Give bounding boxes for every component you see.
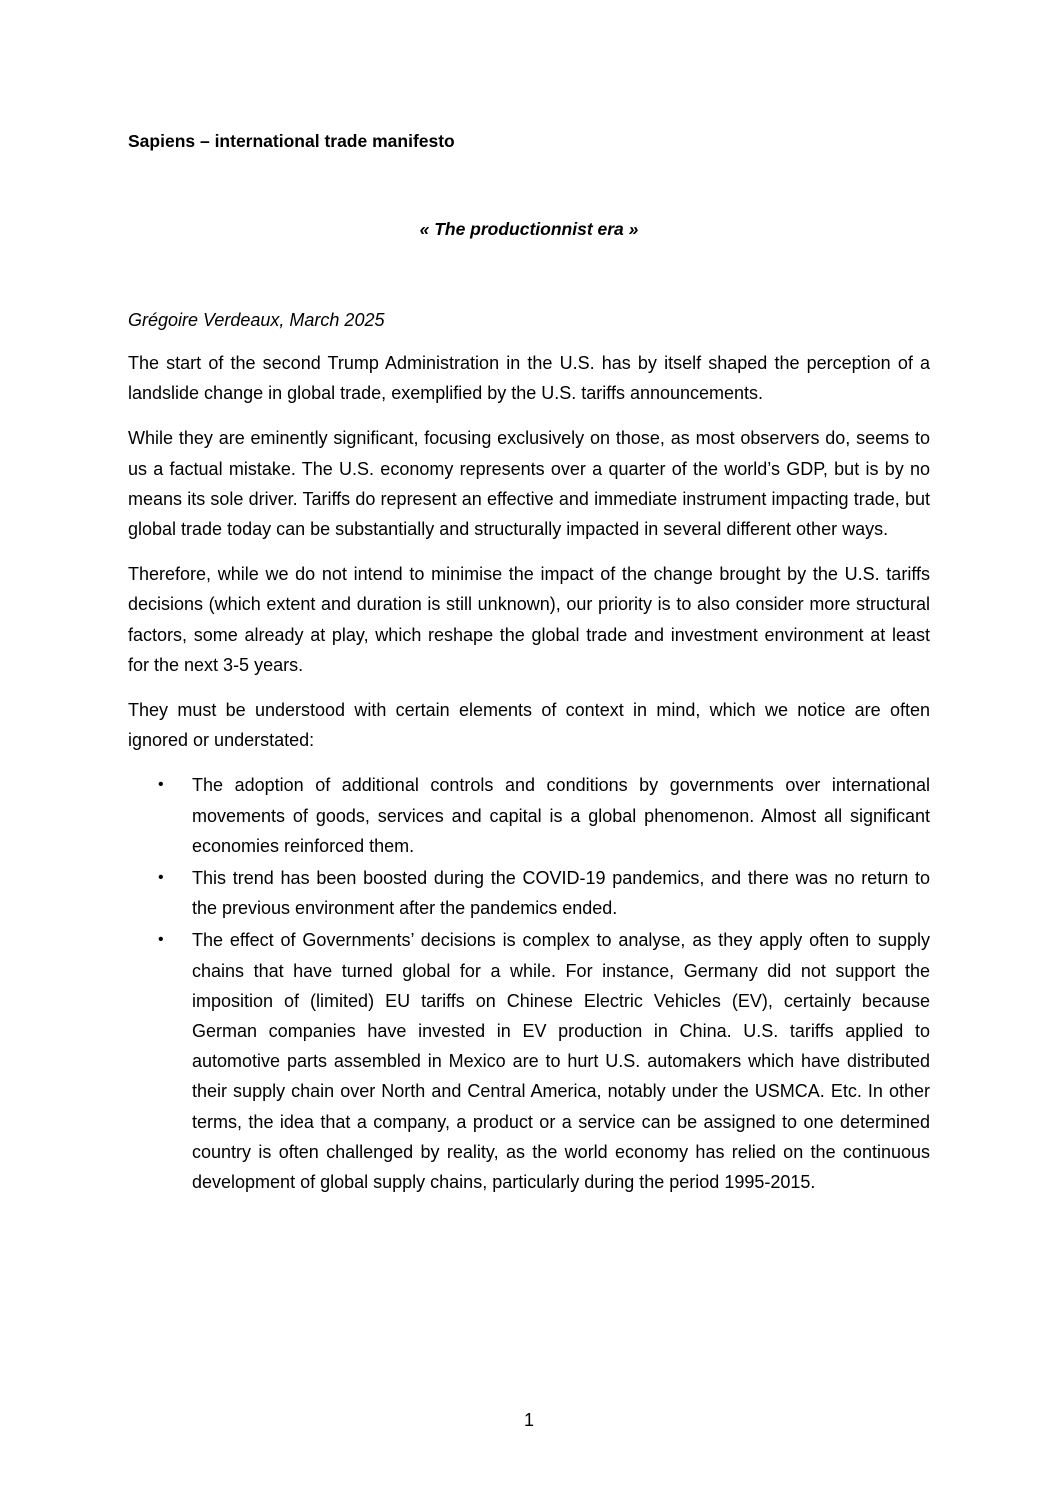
list-item-text: This trend has been boosted during the COVID-19 pandemics, and there was no return to the previous environment after the pandemics ended. xyxy=(192,868,930,919)
paragraph-structural-factors: Therefore, while we do not intend to minimise the impact of the change brought by the U.S. tariffs decisions (which extent and duration is still unknown), our priority is to also consider more structural factors, some already at play, which reshape the global trade and investment environment at least for the next 3-5 years. xyxy=(128,564,930,675)
page-number: 1 xyxy=(523,1410,534,1430)
list-item-text: The effect of Governments’ decisions is complex to analyse, as they apply often to supply chains that have turned global for a while. For instance, Germany did not support the imposition of (limited) EU tariffs on Chinese Electric Vehicles (EV), certainly because German companies have invested in EV production in China. U.S. tariffs applied to automotive parts assembled in Mexico are to hurt U.S. automakers which have distributed their supply chain over North and Central America, notably under the USMCA. Etc. In other terms, the idea that a company, a product or a service can be assigned to one determined country is often challenged by reality, as the world economy has relied on the continuous development of global supply chains, particularly during the period 1995-2015. xyxy=(192,930,930,1193)
paragraph-tariffs: While they are eminently significant, focusing exclusively on those, as most observers do, seems to us a factual mistake. The U.S. economy represents over a quarter of the world’s GDP, but is by no means its sole driver. Tariffs do represent an effective and immediate instrument impacting trade, but global trade today can be substantially and structurally impacted in several different other ways. xyxy=(128,428,930,540)
list-item xyxy=(128,863,930,923)
bullet-icon: • xyxy=(158,931,164,949)
list-item xyxy=(128,925,930,1197)
context-bullet-list xyxy=(128,770,930,1197)
list-item xyxy=(128,770,930,861)
list-item-text: The adoption of additional controls and conditions by governments over international movements of goods, services and capital is a global phenomenon. Almost all significant economies reinforced them. xyxy=(192,775,930,856)
document-body xyxy=(128,348,930,1199)
document-subtitle: « The productionnist era » xyxy=(419,219,639,239)
document-title: Sapiens – international trade manifesto xyxy=(128,131,455,151)
paragraph-context: They must be understood with certain elements of context in mind, which we notice are often ignored or understated: xyxy=(128,700,930,751)
bullet-icon: • xyxy=(158,869,164,887)
bullet-icon: • xyxy=(158,776,164,794)
author-byline: Grégoire Verdeaux, March 2025 xyxy=(128,310,385,330)
paragraph-intro: The start of the second Trump Administration in the U.S. has by itself shaped the perception of a landslide change in global trade, exemplified by the U.S. tariffs announcements. xyxy=(128,353,930,404)
